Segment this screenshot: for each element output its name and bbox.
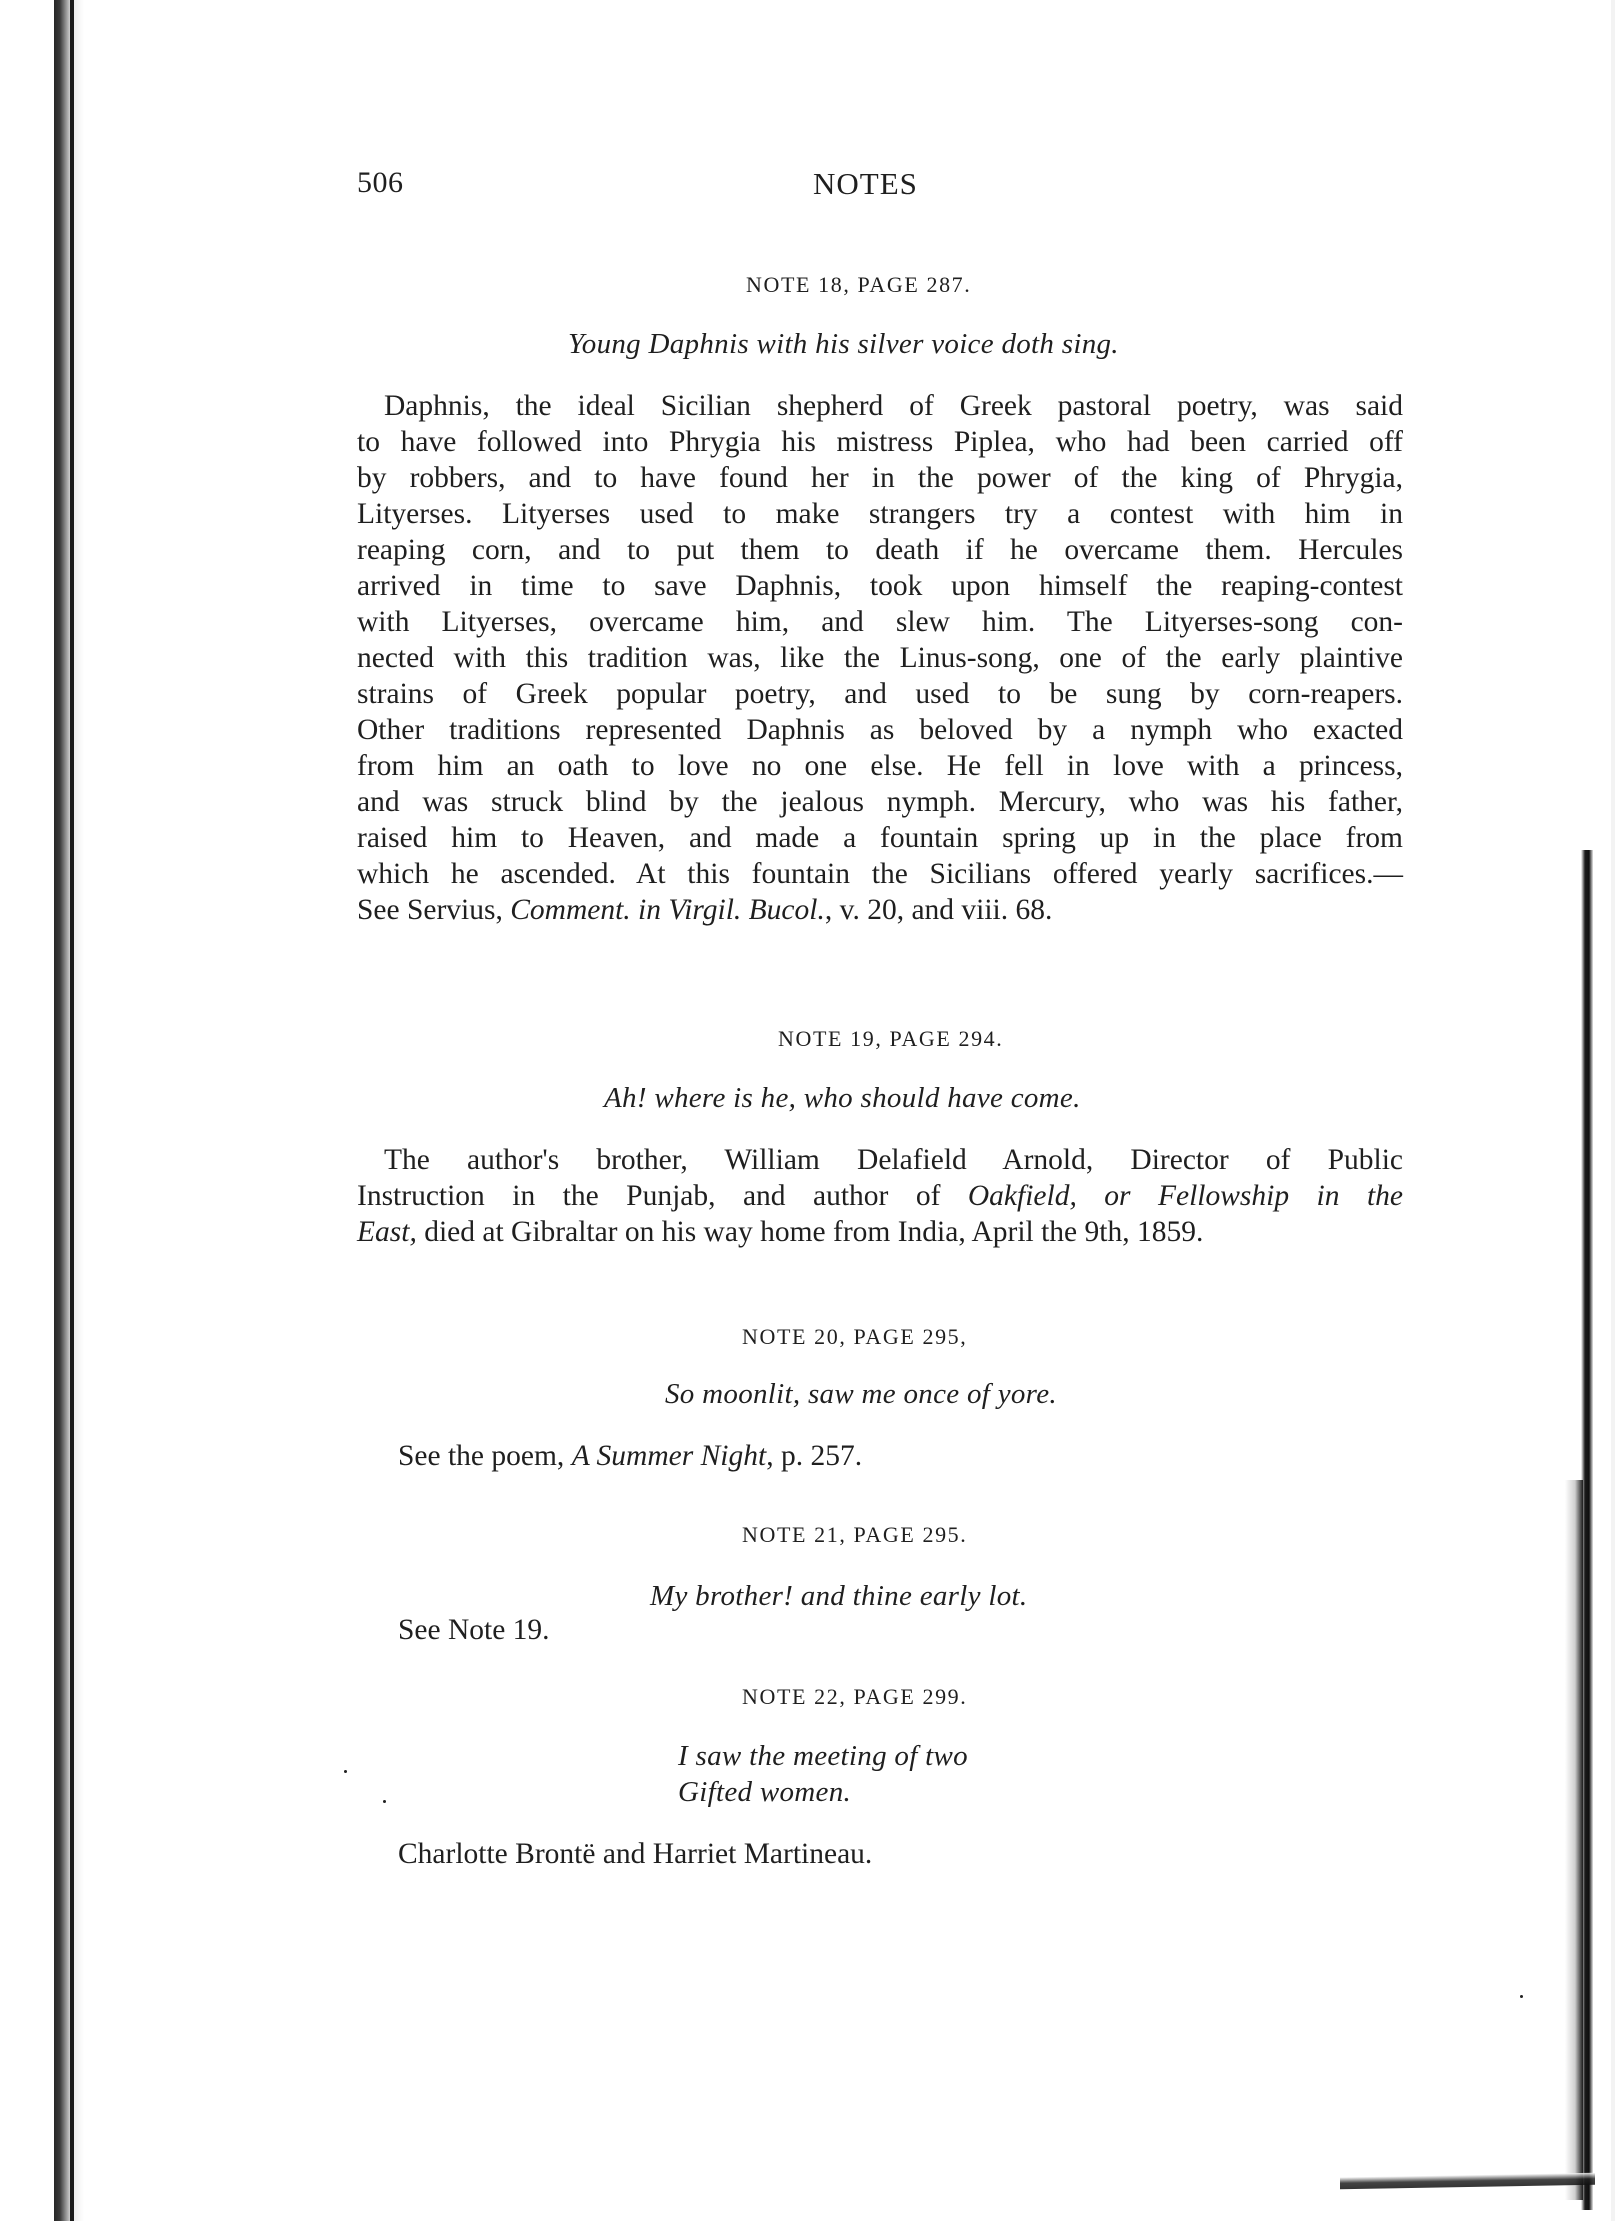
- note-19-quote: Ah! where is he, who should have come.: [604, 1082, 1081, 1114]
- scan-left-edge-shadow: [54, 0, 84, 2221]
- note-20-body: [398, 1440, 862, 1473]
- note-22-quote-line-1: I saw the meeting of two: [678, 1740, 968, 1772]
- note-18-line-7: with Lityerses, overcame him, and slew him. The Lityerses-song con-: [357, 606, 1403, 638]
- note-18-line-4: Lityerses. Lityerses used to make strangers try a contest with him in: [357, 498, 1403, 530]
- note-22-quote-line-2: Gifted women.: [678, 1776, 852, 1808]
- note-19-line-1: The author's brother, William Delafield Arnold, Director of Public: [384, 1144, 1403, 1176]
- scan-bottom-corner-stroke: [1340, 2173, 1595, 2189]
- note-18-line-15: [357, 892, 1052, 928]
- running-head: NOTES: [813, 166, 918, 201]
- note-20-body-pre: See the poem,: [398, 1440, 572, 1472]
- note-18-line-5: reaping corn, and to put them to death if he overcame them. Hercules: [357, 534, 1403, 566]
- page-number: 506: [357, 166, 404, 199]
- note-20-quote: So moonlit, saw me once of yore.: [665, 1378, 1057, 1410]
- note-18-line-1: Daphnis, the ideal Sicilian shepherd of Greek pastoral poetry, was said: [384, 390, 1403, 422]
- note-18-line-2: to have followed into Phrygia his mistress Piplea, who had been carried off: [357, 426, 1403, 458]
- note-19-line-3: [357, 1214, 1203, 1250]
- note-18-heading: NOTE 18, PAGE 287.: [746, 272, 972, 297]
- note-18-line-6: arrived in time to save Daphnis, took upon himself the reaping-contest: [357, 570, 1403, 602]
- note-18-line-8: nected with this tradition was, like the Linus-song, one of the early plaintive: [357, 642, 1403, 674]
- note-22-heading: NOTE 22, PAGE 299.: [742, 1684, 968, 1709]
- scan-right-edge: [1611, 0, 1615, 2221]
- note-18-citation-post: , v. 20, and viii. 68.: [824, 894, 1053, 926]
- note-18-line-10: Other traditions represented Daphnis as beloved by a nymph who exacted: [357, 714, 1403, 746]
- note-19-line-2: [357, 1178, 1403, 1214]
- scan-speck: [1520, 1995, 1523, 1998]
- note-19-heading: NOTE 19, PAGE 294.: [778, 1026, 1004, 1051]
- note-22-body: Charlotte Brontë and Harriet Martineau.: [398, 1838, 873, 1870]
- note-18-line-11: from him an oath to love no one else. He fell in love with a princess,: [357, 750, 1403, 782]
- note-18-line-13: raised him to Heaven, and made a fountain spring up in the place from: [357, 822, 1403, 854]
- note-20-body-post: , p. 257.: [766, 1440, 863, 1472]
- note-19-line-3-post: died at Gibraltar on his way home from India, April the 9th, 1859.: [416, 1216, 1204, 1248]
- note-19-book-title: Oakfield, or Fellowship in the: [967, 1180, 1403, 1212]
- note-18-citation-pre: See Servius,: [357, 894, 511, 926]
- note-18-quote: Young Daphnis with his silver voice doth sing.: [568, 328, 1119, 360]
- note-18-citation-title: Comment. in Virgil. Bucol.: [510, 894, 825, 926]
- scan-left-edge-line: [70, 0, 74, 2221]
- note-18-line-14: which he ascended. At this fountain the Sicilians offered yearly sacrifices.—: [357, 858, 1403, 890]
- note-21-body: See Note 19.: [398, 1614, 550, 1646]
- note-18-line-12: and was struck blind by the jealous nymph. Mercury, who was his father,: [357, 786, 1403, 818]
- scan-speck: [344, 1770, 347, 1773]
- note-18-line-3: by robbers, and to have found her in the power of the king of Phrygia,: [357, 462, 1403, 494]
- scan-speck: [383, 1800, 386, 1803]
- note-18-line-9: strains of Greek popular poetry, and used to be sung by corn-reapers.: [357, 678, 1403, 710]
- note-21-heading: NOTE 21, PAGE 295.: [742, 1522, 968, 1547]
- scan-right-edge-shadow-inner: [1565, 1480, 1583, 2200]
- note-20-poem-title: A Summer Night: [571, 1440, 767, 1472]
- note-19-line-2-pre: Instruction in the Punjab, and author of: [357, 1180, 968, 1212]
- note-20-heading: NOTE 20, PAGE 295,: [742, 1324, 968, 1349]
- note-19-book-title-cont: East,: [357, 1216, 417, 1248]
- note-21-quote: My brother! and thine early lot.: [650, 1580, 1028, 1612]
